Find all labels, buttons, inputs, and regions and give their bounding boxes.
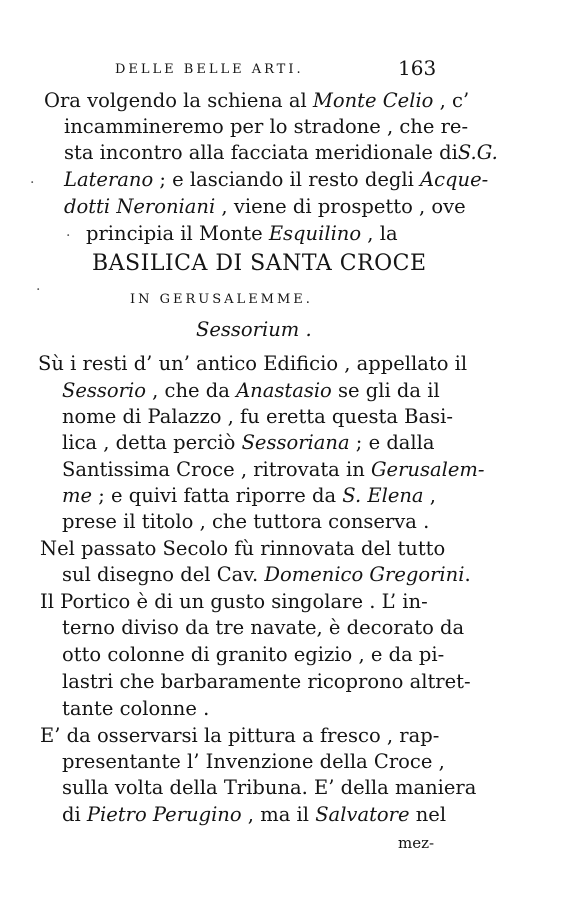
- text-line: Laterano ; e lasciando il resto degli Acque-: [64, 168, 489, 191]
- text-line: terno diviso da tre navate, è decorato da: [62, 616, 465, 639]
- section-subtitle: IN GERUSALEMME.: [130, 292, 313, 307]
- text-line: Il Portico è di un gusto singolare . L’ in-: [40, 590, 428, 613]
- text-line: di Pietro Perugino , ma il Salvatore nel: [62, 803, 447, 826]
- text-line: incammineremo per lo stradone , che re-: [64, 115, 469, 138]
- text-line: prese il titolo , che tuttora conserva .: [62, 510, 430, 533]
- text-line: sta incontro alla facciata meridionale diS.G.: [64, 141, 498, 164]
- running-title: DELLE BELLE ARTI.: [115, 62, 304, 77]
- text-line: sul disegno del Cav. Domenico Gregorini.: [62, 563, 471, 586]
- ink-mark: ·: [66, 228, 71, 244]
- text-line: nome di Palazzo , fu eretta questa Basi-: [62, 405, 453, 428]
- text-line: presentante l’ Invenzione della Croce ,: [62, 750, 445, 773]
- text-line: otto colonne di granito egizio , e da pi-: [62, 643, 445, 666]
- section-title: BASILICA DI SANTA CROCE: [92, 251, 427, 276]
- text-line: E’ da osservarsi la pittura a fresco , rap-: [40, 724, 440, 747]
- latin-name: Sessorium .: [196, 318, 312, 341]
- catchword: mez-: [398, 834, 435, 852]
- text-line: Nel passato Secolo fù rinnovata del tutto: [40, 537, 446, 560]
- ink-mark: ·: [36, 282, 41, 298]
- text-line: Santissima Croce , ritrovata in Gerusalem-: [62, 458, 485, 481]
- text-line: tante colonne .: [62, 697, 210, 720]
- text-line: lastri che barbaramente ricoprono altret-: [62, 670, 471, 693]
- page-number: 163: [398, 56, 437, 80]
- text-line: lica , detta perciò Sessoriana ; e dalla: [62, 431, 435, 454]
- text-line: Sessorio , che da Anastasio se gli da il: [62, 379, 440, 402]
- text-line: Ora volgendo la schiena al Monte Celio , c’: [44, 89, 470, 112]
- text-line: me ; e quivi fatta riporre da S. Elena ,: [62, 484, 436, 507]
- ink-mark: ·: [30, 175, 35, 191]
- text-line: dotti Neroniani , viene di prospetto , ove: [64, 195, 466, 218]
- text-line: sulla volta della Tribuna. E’ della maniera: [62, 776, 477, 799]
- text-line: Sù i resti d’ un’ antico Edificio , appellato il: [38, 352, 468, 375]
- text-line: principia il Monte Esquilino , la: [86, 222, 398, 245]
